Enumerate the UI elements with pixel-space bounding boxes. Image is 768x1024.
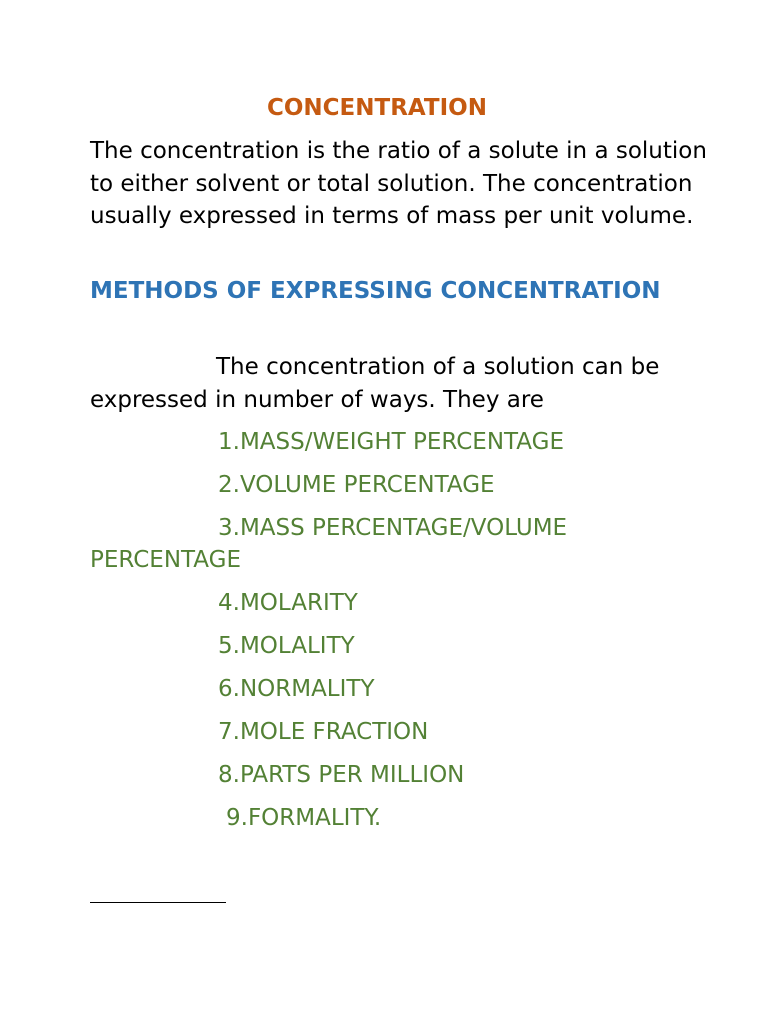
document-title: CONCENTRATION	[267, 95, 487, 121]
section-heading: METHODS OF EXPRESSING CONCENTRATION	[90, 278, 661, 304]
list-item: 7.MOLE FRACTION	[218, 719, 429, 745]
methods-list	[90, 426, 710, 845]
list-item: 1.MASS/WEIGHT PERCENTAGE	[218, 429, 564, 455]
intro-paragraph: The concentration is the ratio of a solute in a solution to either solvent or total solution. The concentration usually expressed in terms of mass per unit volume.	[90, 138, 707, 229]
list-item: 6.NORMALITY	[218, 676, 375, 702]
list-item: 3.MASS PERCENTAGE/VOLUME PERCENTAGE	[90, 515, 568, 573]
list-item: 8.PARTS PER MILLION	[218, 762, 465, 788]
list-item: 5.MOLALITY	[218, 633, 355, 659]
footnote-separator	[90, 902, 226, 903]
list-item: 9.FORMALITY.	[226, 805, 382, 831]
list-item: 2.VOLUME PERCENTAGE	[218, 472, 495, 498]
list-item: 4.MOLARITY	[218, 590, 358, 616]
section-paragraph: The concentration of a solution can be expressed in number of ways. They are	[90, 354, 660, 413]
